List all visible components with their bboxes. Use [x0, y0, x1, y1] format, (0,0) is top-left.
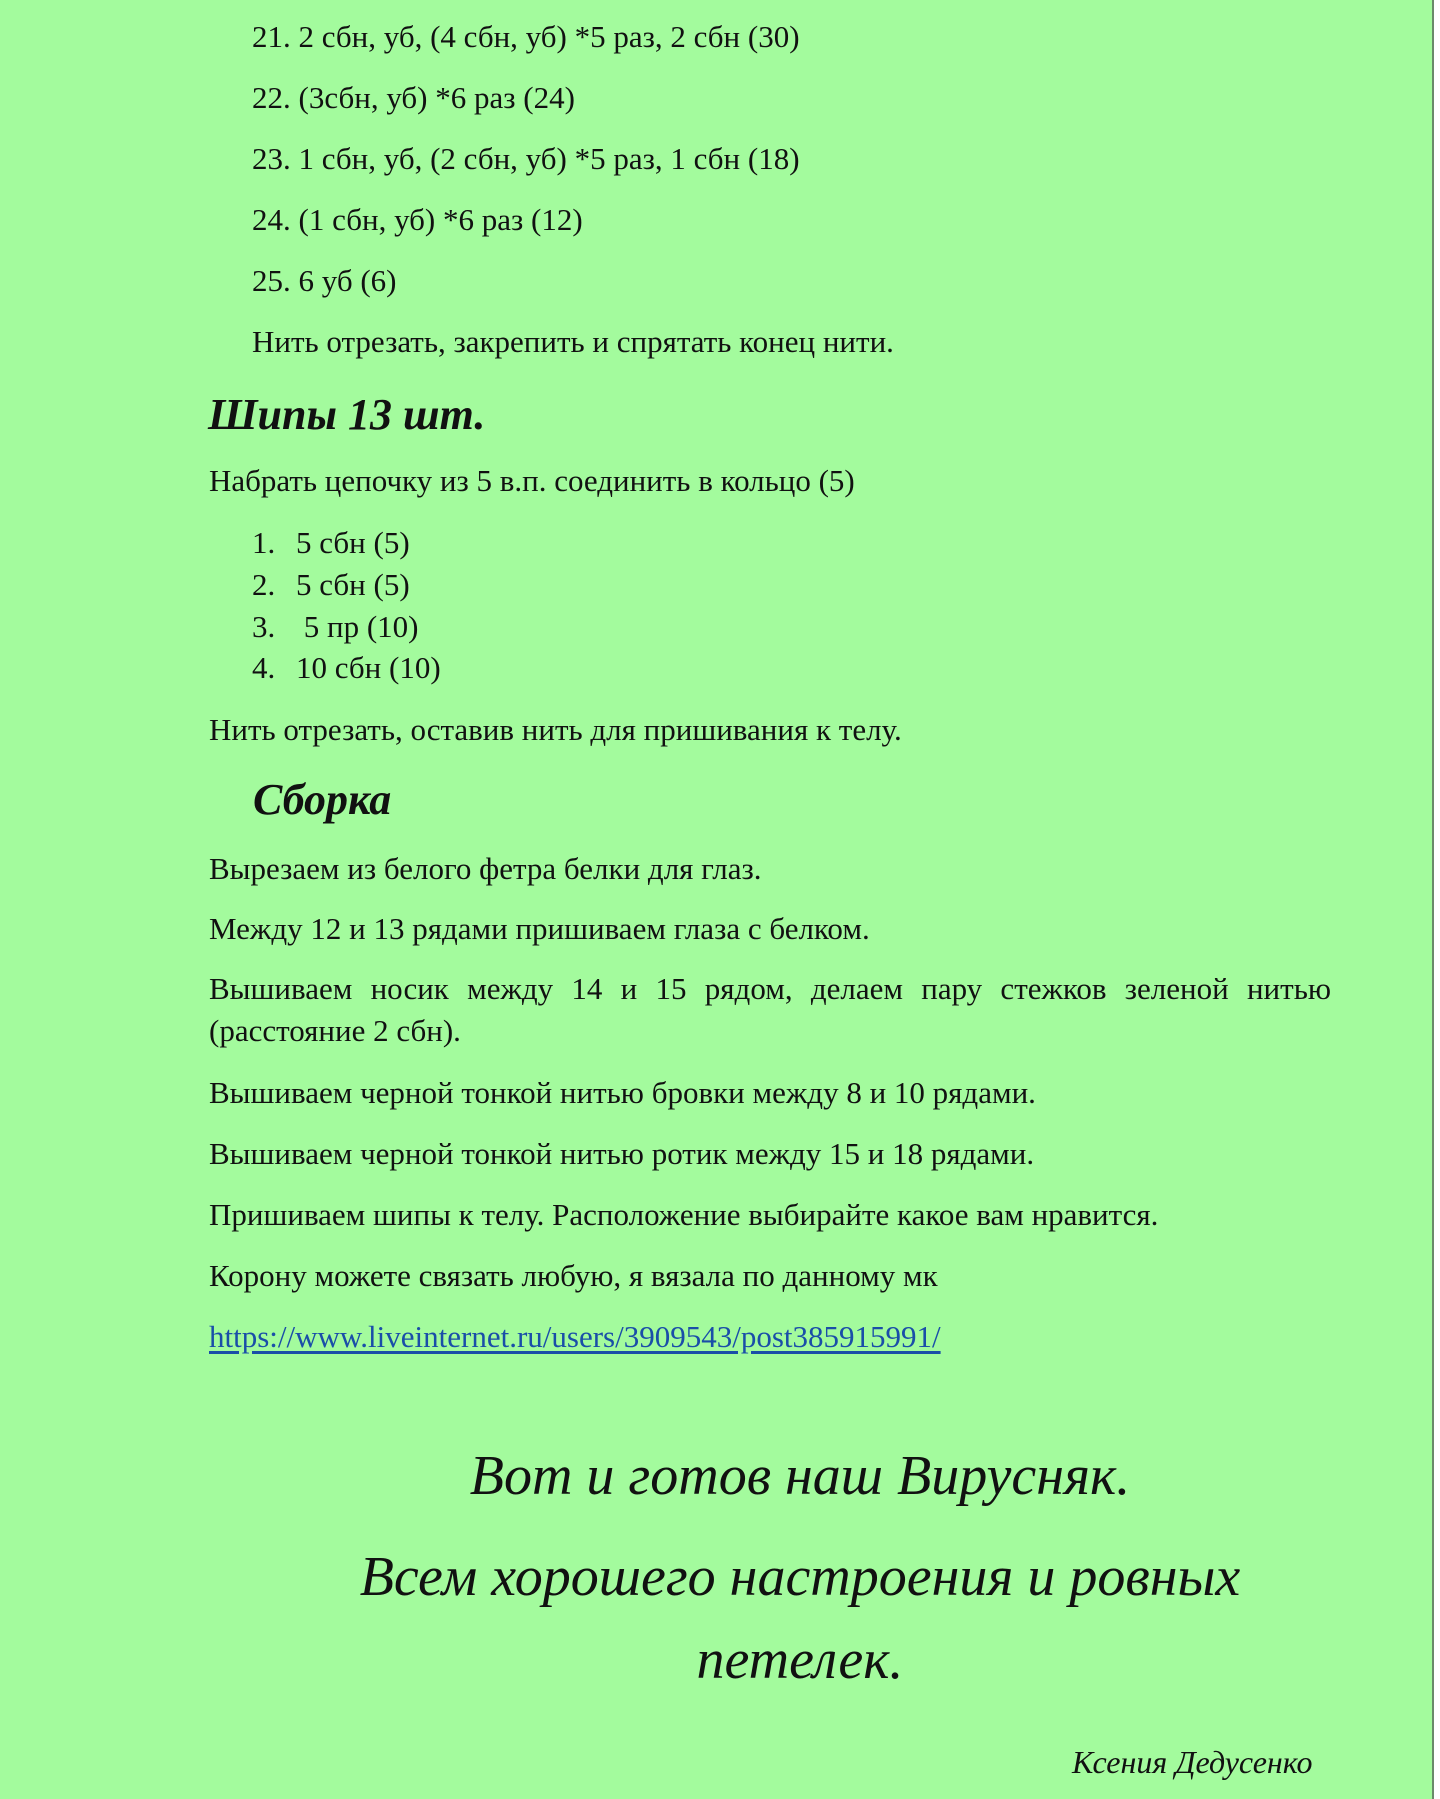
- spikes-item-1: [252, 524, 410, 562]
- spikes-intro: Набрать цепочку из 5 в.п. соединить в кольцо (5): [209, 463, 855, 498]
- assembly-paragraph: Вышиваем черной тонкой нитью бровки между 8 и 10 рядами.: [209, 1075, 1036, 1110]
- spikes-item-text: 10 сбн (10): [296, 650, 441, 685]
- assembly-paragraph: Между 12 и 13 рядами пришиваем глаза с белком.: [209, 911, 870, 946]
- assembly-paragraph: Вышиваем черной тонкой нитью ротик между 15 и 18 рядами.: [209, 1136, 1035, 1171]
- closing-line-1: Вот и готов наш Вирусняк.: [469, 1445, 1131, 1507]
- assembly-paragraph: Вышиваем носик между 14 и 15 рядом, делаем пару стежков зеленой нитью (расстояние 2 сбн).: [209, 971, 1331, 1048]
- spikes-item-2: [252, 566, 410, 604]
- row-22: 22. (3сбн, уб) *6 раз (24): [252, 80, 575, 115]
- closing-line-2: Всем хорошего настроения и ровных: [359, 1546, 1241, 1608]
- spikes-item-number: 3.: [252, 609, 276, 644]
- row-25: 25. 6 уб (6): [252, 263, 397, 298]
- assembly-paragraph: Пришиваем шипы к телу. Расположение выбирайте какое вам нравится.: [209, 1197, 1159, 1232]
- row-23: 23. 1 сбн, уб, (2 сбн, уб) *5 раз, 1 сбн (18): [252, 141, 800, 176]
- spikes-item-text: 5 сбн (5): [296, 525, 410, 560]
- finish-note: Нить отрезать, закрепить и спрятать конец нити.: [252, 324, 894, 359]
- spikes-item-number: 1.: [252, 525, 276, 560]
- spikes-item-4: [252, 649, 441, 687]
- spikes-item-number: 2.: [252, 567, 276, 602]
- assembly-paragraph: Корону можете связать любую, я вязала по данному мк: [209, 1258, 938, 1293]
- spikes-item-3: [252, 608, 419, 646]
- author-signature: Ксения Дедусенко: [1072, 1744, 1313, 1780]
- closing-line-3: петелек.: [696, 1629, 904, 1691]
- row-21: 21. 2 сбн, уб, (4 сбн, уб) *5 раз, 2 сбн (30): [252, 19, 800, 54]
- spikes-item-text: 5 сбн (5): [296, 567, 410, 602]
- assembly-paragraph: Вырезаем из белого фетра белки для глаз.: [209, 851, 762, 886]
- spikes-heading: Шипы 13 шт.: [208, 390, 486, 439]
- spikes-item-number: 4.: [252, 650, 276, 685]
- assembly-heading: Сборка: [253, 775, 392, 824]
- spikes-item-text: 5 пр (10): [296, 609, 419, 644]
- spikes-outro: Нить отрезать, оставив нить для пришивания к телу.: [209, 712, 902, 747]
- crown-pattern-link[interactable]: https://www.liveinternet.ru/users/3909543/post385915991/: [209, 1319, 941, 1354]
- row-24: 24. (1 сбн, уб) *6 раз (12): [252, 202, 583, 237]
